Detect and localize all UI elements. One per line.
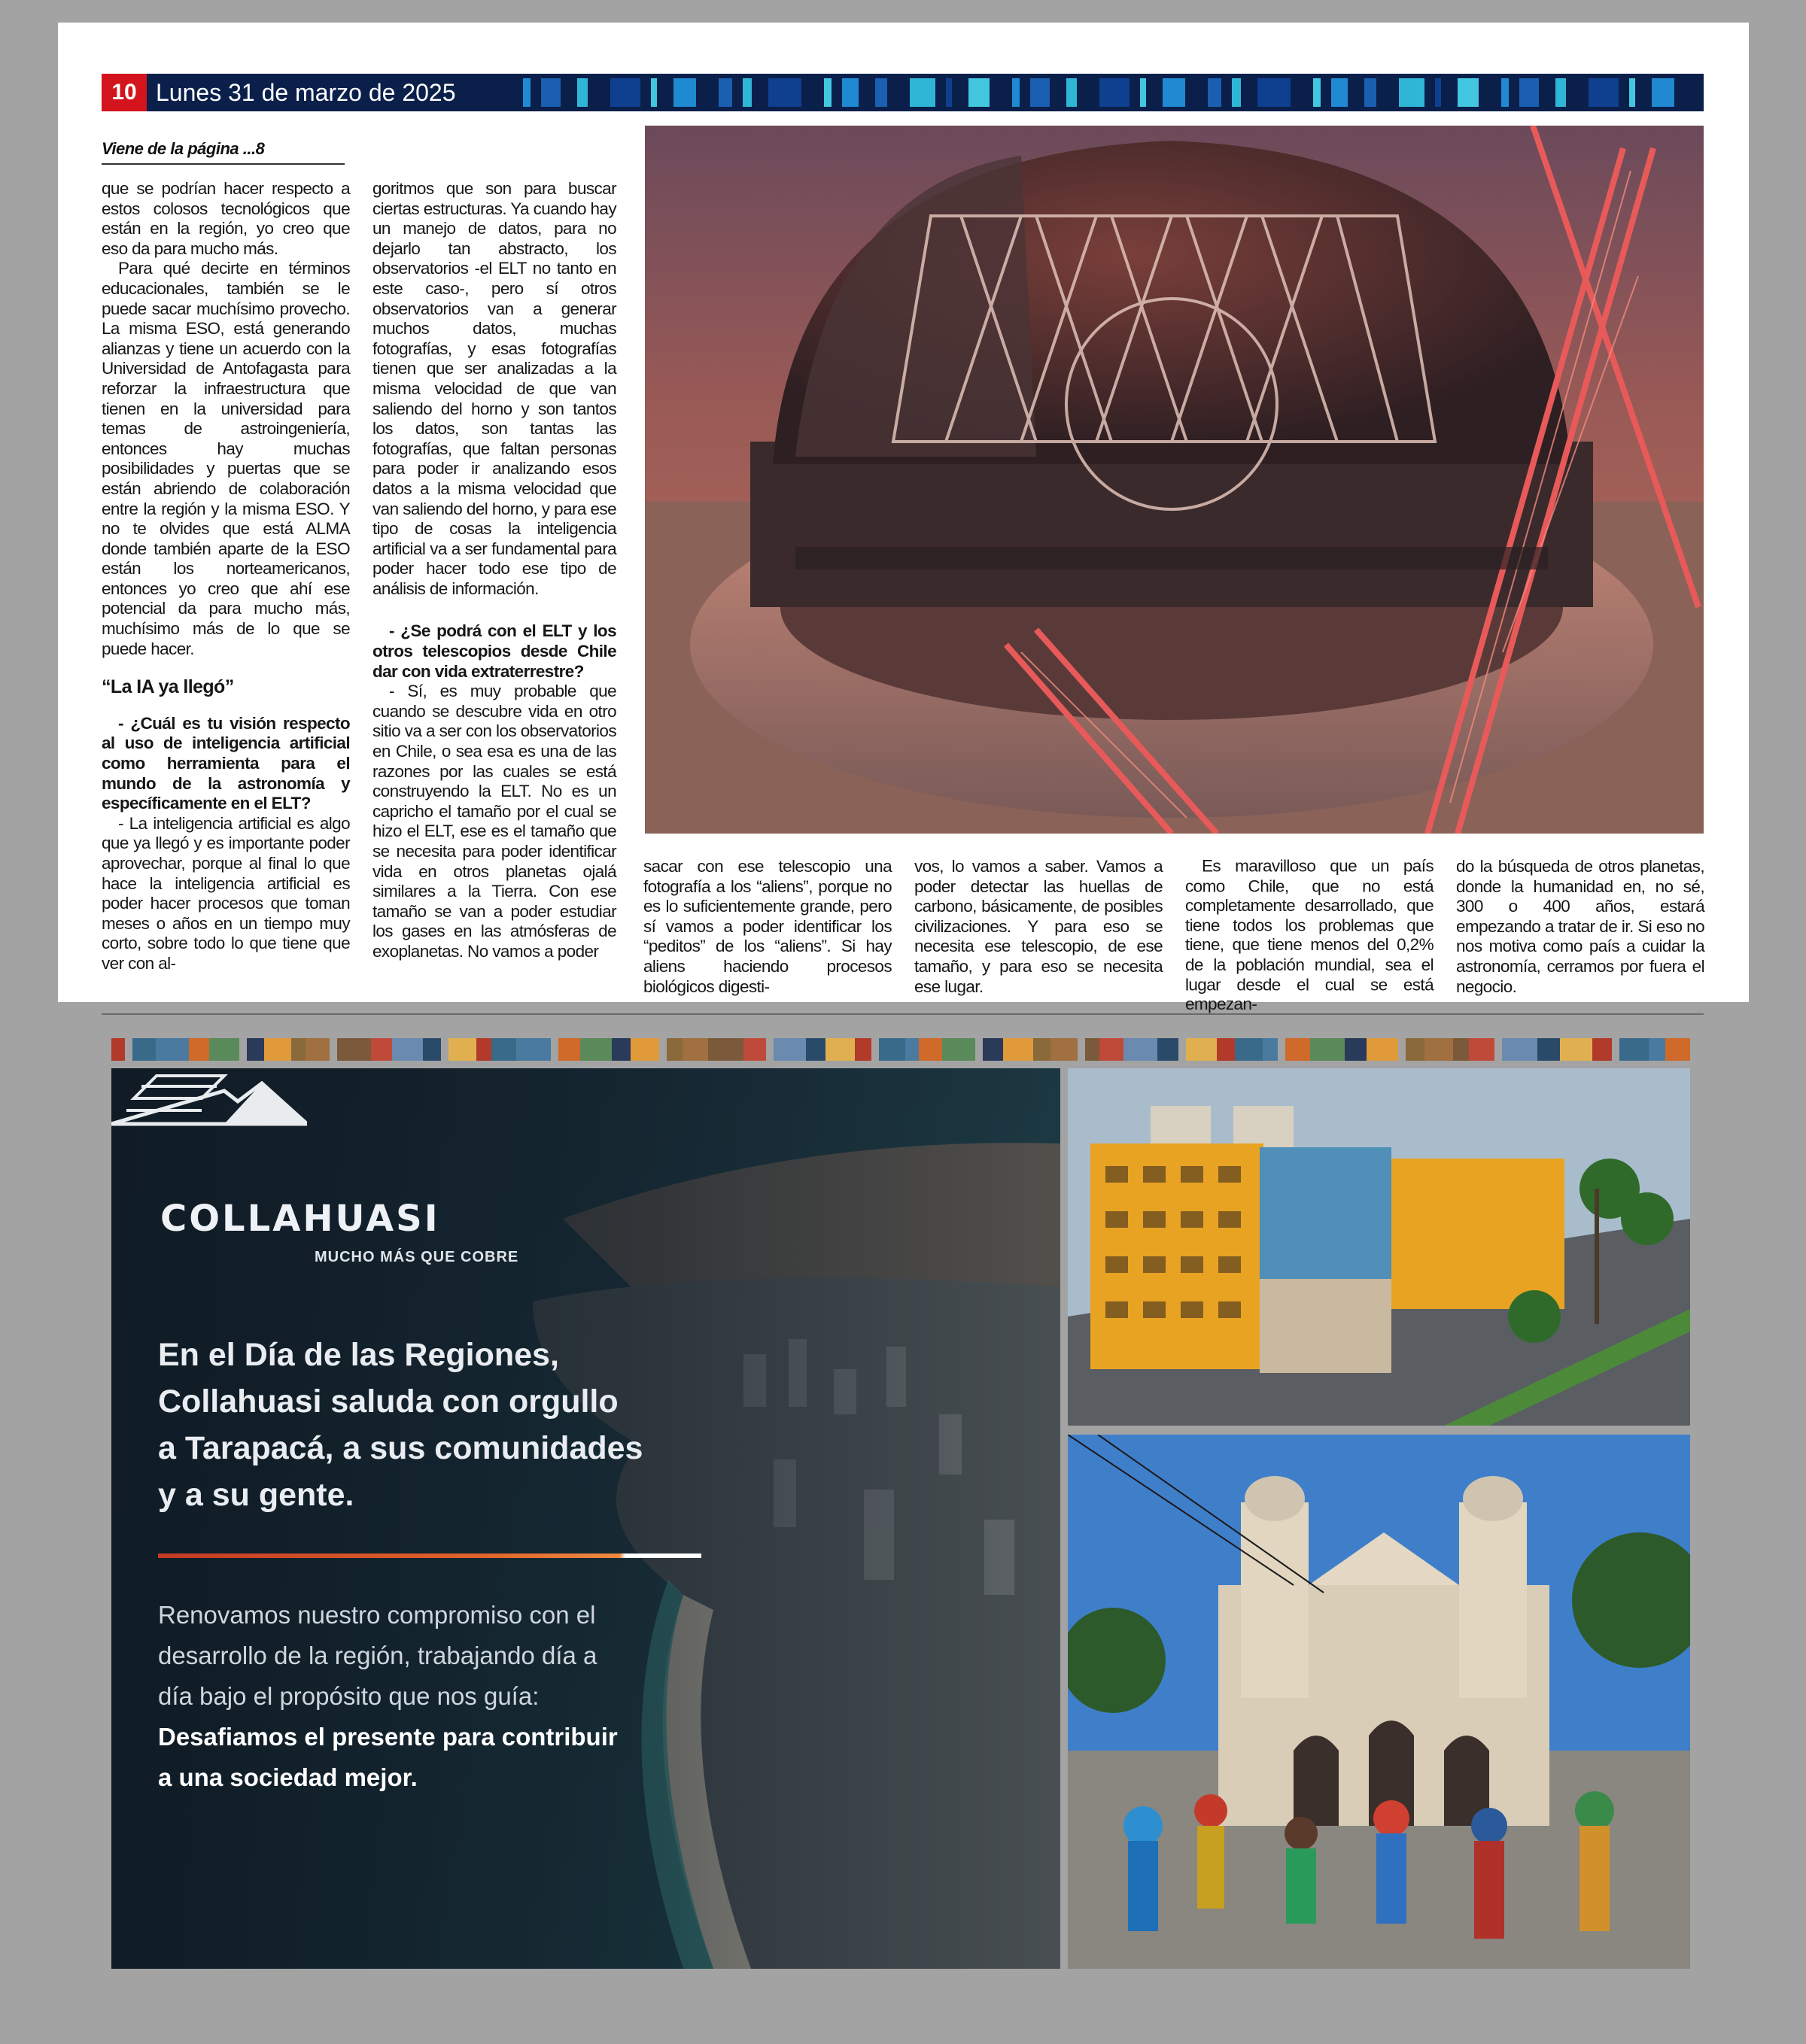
header-stripes — [523, 74, 1704, 111]
header-stripe — [946, 78, 952, 107]
ad-stripe-segment — [371, 1038, 392, 1061]
ad-stripe-segment — [1050, 1038, 1078, 1061]
header-stripe — [1232, 78, 1241, 107]
header-stripe — [1030, 78, 1050, 107]
page-number: 10 — [102, 74, 147, 111]
ad-stripe-segment — [683, 1038, 708, 1061]
ad-stripe-segment — [855, 1038, 871, 1061]
ad-stripe-segment — [806, 1038, 825, 1061]
continued-from-label: Viene de la página ...8 — [102, 139, 345, 165]
ad-stripe-segment — [1502, 1038, 1537, 1061]
section-divider — [102, 1013, 1704, 1015]
ad-stripe-segment — [491, 1038, 516, 1061]
ad-stripe-segment — [1003, 1038, 1033, 1061]
elt-telescope-photo — [645, 126, 1704, 834]
ad-stripe-segment — [1123, 1038, 1157, 1061]
article-column-2 — [372, 179, 616, 962]
ad-stripe-segment — [1085, 1038, 1099, 1061]
ad-stripe-segment — [476, 1038, 491, 1061]
ad-stripe-segment — [1469, 1038, 1494, 1061]
paragraph: que se podrían hacer respecto a estos colosos tecnológicos que están en la región, yo creo que eso da para mucho más. — [102, 179, 350, 258]
ad-stripe-segment — [879, 1038, 905, 1061]
article-column-3 — [643, 857, 892, 997]
collahuasi-logo-icon — [111, 1068, 307, 1128]
article-column-5 — [1185, 857, 1434, 1015]
ad-stripe-segment — [1263, 1038, 1278, 1061]
ad-stripe-segment — [337, 1038, 371, 1061]
body-line: desarrollo de la región, trabajando día a — [158, 1642, 597, 1669]
paragraph: - Sí, es muy probable que cuando se descubre vida en otro sitio va a ser con los observatorios en Chile, o sea esa es una de las razones por las cuales se está construyendo la ELT. No es un capricho el tamaño por el cual se hizo el ELT, ese es el tamaño que se necesita para poder identificar vida en otros planetas ojalá similares a la Tierra. Con ese tamaño se van a poder estudiar los gases en las atmósferas de exoplanetas. No vamos a poder — [372, 682, 616, 961]
ad-stripe-segment — [1186, 1038, 1217, 1061]
header-stripe — [1099, 78, 1130, 107]
issue-date: Lunes 31 de marzo de 2025 — [156, 79, 456, 106]
header-stripe — [1313, 78, 1321, 107]
ad-stripe-segment — [1235, 1038, 1263, 1061]
ad-stripe-segment — [111, 1038, 125, 1061]
ad-stripe-segment — [423, 1038, 441, 1061]
body-line-strong: a una sociedad mejor. — [158, 1763, 418, 1791]
ad-stripe-segment — [667, 1038, 683, 1061]
ad-stripe-segment — [189, 1038, 209, 1061]
ad-stripe-segment — [1310, 1038, 1345, 1061]
header-stripe — [1519, 78, 1539, 107]
ad-stripe-segment — [631, 1038, 659, 1061]
header-stripe — [1501, 78, 1509, 107]
header-stripe — [1066, 78, 1077, 107]
ad-stripe-segment — [209, 1038, 239, 1061]
ad-stripe-segment — [1560, 1038, 1592, 1061]
header-stripe — [1435, 78, 1441, 107]
ad-stripe-segment — [516, 1038, 551, 1061]
ad-stripe-segment — [1285, 1038, 1310, 1061]
paragraph: goritmos que son para buscar ciertas estructuras. Ya cuando hay un manejo de datos, para no dejarlo tan abstracto, los observatorios -el ELT no tanto en este caso-, pero sí otros observatorios van a generar muchos datos, muchas fotografías, y esas fotografías tienen que ser analizadas a la misma velocidad de que van saliendo del horno y son tantos los datos, son tantas las fotografías, que faltan personas para poder ir analizando esos datos a la misma velocidad que van saliendo del horno, y para ese tipo de cosas la inteligencia artificial va a ser fundamental para poder hacer todo ese tipo de análisis de información. — [372, 179, 616, 598]
ad-color-stripe — [111, 1038, 1690, 1061]
ad-stripe-segment — [1537, 1038, 1560, 1061]
ad-stripe-segment — [905, 1038, 919, 1061]
mural-buildings-photo — [1068, 1068, 1690, 1426]
paragraph: do la búsqueda de otros planetas, donde la humanidad en, no sé, 300 o 400 años, estará empezando a tratar de ir. Si eso no nos motiva como país a cuidar la astronomía, cerramos por fuera el negocio. — [1456, 857, 1704, 996]
headline-line: En el Día de las Regiones, — [158, 1337, 559, 1373]
paragraph: - La inteligencia artificial es algo que ya llegó y es importante poder aprovechar, porque al final lo que hace la inteligencia artificial es poder hacer procesos que toman meses o años en un tiempo muy corto, sobre todo lo que tiene que ver con al- — [102, 813, 350, 973]
ad-stripe-segment — [825, 1038, 855, 1061]
ad-stripe-segment — [983, 1038, 1003, 1061]
ad-stripe-segment — [1406, 1038, 1424, 1061]
interview-question: - ¿Se podrá con el ELT y los otros telescopios desde Chile dar con vida extraterrestre? — [372, 621, 616, 681]
headline-line: y a su gente. — [158, 1477, 354, 1513]
ad-stripe-segment — [942, 1038, 975, 1061]
ad-stripe-segment — [247, 1038, 264, 1061]
header-stripe — [673, 78, 696, 107]
header-stripe — [1140, 78, 1146, 107]
header-stripe — [541, 78, 561, 107]
header-stripe — [1208, 78, 1221, 107]
header-stripe — [1458, 78, 1479, 107]
interview-question: - ¿Cuál es tu visión respecto al uso de inteligencia artificial como herramienta para el mundo de la astronomía y específicamente en el ELT? — [102, 713, 350, 813]
ad-stripe-segment — [1424, 1038, 1453, 1061]
ad-stripe-segment — [1592, 1038, 1612, 1061]
ad-stripe-segment — [1367, 1038, 1398, 1061]
ad-body-text — [158, 1595, 700, 1798]
header-stripe — [1163, 78, 1185, 107]
header-stripe — [610, 78, 640, 107]
header-stripe — [910, 78, 935, 107]
header-stripe — [968, 78, 990, 107]
paragraph: Para qué decirte en términos educacionales, también se le puede sacar muchísimo provecho. La misma ESO, está generando alianzas y tiene un acuerdo con la Universidad de Antofagasta para reforzar la infraestructura que tienen en la universidad para temas de astroingeniería, entonces hay muchas posibilidades y puertas que se están abriendo de colaboración entre la región y la misma ESO. Y no te olvides que está ALMA donde también aparte de la ESO están los norteamericanos, entonces yo creo que ahí ese potencial da para mucho más, muchísimo más de lo que se puede hacer. — [102, 259, 350, 658]
body-line: Renovamos nuestro compromiso con el — [158, 1601, 596, 1629]
ad-stripe-segment — [743, 1038, 766, 1061]
header-stripe — [1257, 78, 1291, 107]
page-header-bar — [102, 74, 1704, 111]
ad-stripe-segment — [1099, 1038, 1123, 1061]
ad-stripe-segment — [612, 1038, 631, 1061]
header-stripe — [824, 78, 832, 107]
ad-stripe-segment — [1345, 1038, 1367, 1061]
ad-stripe-segment — [156, 1038, 189, 1061]
header-stripe — [1555, 78, 1566, 107]
newspaper-page — [58, 23, 1749, 1014]
header-stripe — [1331, 78, 1348, 107]
ad-stripe-segment — [291, 1038, 306, 1061]
ad-stripe-segment — [392, 1038, 423, 1061]
ad-stripe-segment — [1665, 1038, 1690, 1061]
header-stripe — [768, 78, 801, 107]
header-stripe — [1364, 78, 1376, 107]
ad-stripe-segment — [264, 1038, 291, 1061]
ad-stripe-segment — [1033, 1038, 1050, 1061]
ad-stripe-segment — [132, 1038, 156, 1061]
paragraph: vos, lo vamos a saber. Vamos a poder detectar las huellas de carbono, básicamente, de posibles civilizaciones. Y para eso se necesita ese telescopio, de ese tamaño, y para eso se necesita ese lugar. — [914, 857, 1163, 996]
header-stripe — [1589, 78, 1619, 107]
header-stripe — [1629, 78, 1635, 107]
ad-stripe-segment — [919, 1038, 942, 1061]
ad-stripe-segment — [580, 1038, 612, 1061]
ad-stripe-segment — [1217, 1038, 1235, 1061]
paragraph: Es maravilloso que un país como Chile, que no está completamente desarrollado, que tiene todos los problemas que tiene, que tiene menos del 0,2% de la población mundial, sea el lugar desde el cual se está empezan- — [1185, 857, 1434, 1014]
brand-name: COLLAHUASI — [160, 1198, 440, 1240]
article-column-6 — [1456, 857, 1704, 997]
collahuasi-ad-panel — [111, 1068, 1060, 1969]
header-stripe — [743, 78, 752, 107]
ad-stripe-segment — [448, 1038, 476, 1061]
headline-line: a Tarapacá, a sus comunidades — [158, 1430, 643, 1466]
body-line-strong: Desafiamos el presente para contribuir — [158, 1723, 618, 1751]
ad-stripe-segment — [1619, 1038, 1649, 1061]
header-stripe — [1652, 78, 1674, 107]
brand-tagline: MUCHO MÁS QUE COBRE — [315, 1249, 519, 1265]
ad-stripe-segment — [1157, 1038, 1178, 1061]
header-stripe — [719, 78, 732, 107]
ad-stripe-segment — [1649, 1038, 1665, 1061]
ad-headline — [158, 1332, 730, 1518]
header-stripe — [1012, 78, 1020, 107]
subheading: “La IA ya llegó” — [102, 676, 234, 698]
ad-stripe-segment — [558, 1038, 580, 1061]
header-stripe — [842, 78, 859, 107]
article-column-4 — [914, 857, 1163, 997]
accent-bar — [158, 1554, 701, 1558]
header-stripe — [523, 78, 531, 107]
article-column-1 — [102, 179, 350, 974]
ad-stripe-segment — [306, 1038, 330, 1061]
ad-stripe-segment — [1453, 1038, 1469, 1061]
ad-stripe-segment — [708, 1038, 743, 1061]
body-line: día bajo el propósito que nos guía: — [158, 1682, 540, 1710]
header-stripe — [577, 78, 588, 107]
header-stripe — [1399, 78, 1424, 107]
ad-stripe-segment — [774, 1038, 806, 1061]
header-stripe — [875, 78, 887, 107]
church-festival-photo — [1068, 1435, 1690, 1969]
header-stripe — [651, 78, 657, 107]
paragraph: sacar con ese telescopio una fotografía a los “aliens”, porque no es lo suficientemente grande, pero sí vamos a poder identificar los “peditos” de los “aliens”. Si hay aliens haciendo procesos biológicos digesti- — [643, 857, 892, 996]
headline-line: Collahuasi saluda con orgullo — [158, 1383, 619, 1420]
